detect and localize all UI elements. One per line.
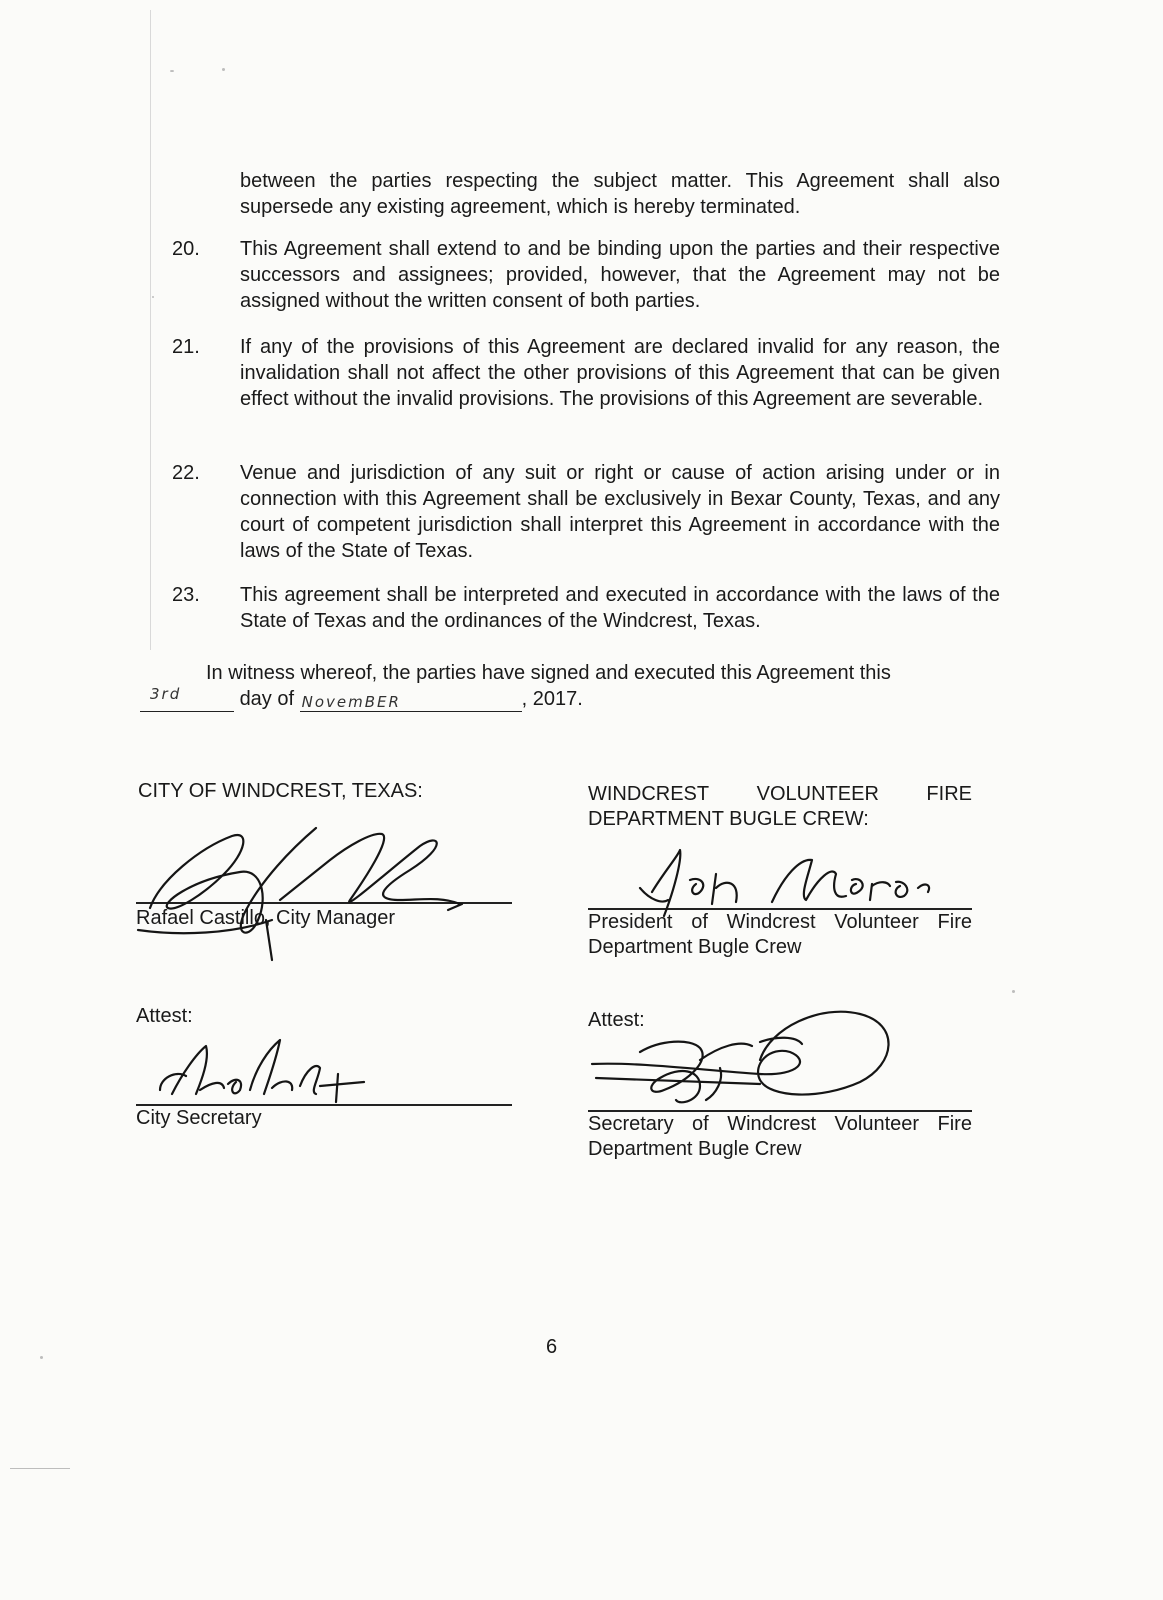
label-word: Windcrest [727,1113,817,1135]
scan-speck [222,68,225,71]
bugle-attest-label: Attest: [588,1009,645,1031]
handwritten-month: NovemBER [301,693,401,711]
label-word: of [692,1113,709,1135]
city-heading: CITY OF WINDCREST, TEXAS: [138,780,423,802]
label-word: Secretary [588,1113,674,1135]
heading-word: FIRE [926,783,972,805]
secretary-label [588,1112,972,1162]
label-word: Fire [937,911,972,933]
scan-speck [152,296,154,298]
day-of-label: day of [239,688,295,710]
clause-text: This Agreement shall extend to and be binding upon the parties and their respective successors and assignees; provided, however, that the Agreement may not be assigned without the written consent of both parties. [240,238,1000,312]
label-line-2: Department Bugle Crew [588,936,802,958]
month-blank [300,689,522,712]
heading-line-2: DEPARTMENT BUGLE CREW: [588,808,869,830]
fire-department-heading [588,782,972,832]
clause-number: 20. [172,238,200,260]
label-line-2: Department Bugle Crew [588,1138,802,1160]
scan-margin-line [150,10,151,650]
scan-speck [40,1356,43,1359]
clause-text: This agreement shall be interpreted and executed in accordance with the laws of the State of Texas and the ordinances of the Windcrest, Texas. [240,584,1000,632]
page-number: 6 [546,1336,558,1358]
heading-word: VOLUNTEER [756,783,879,805]
label-word: Volunteer [834,1113,920,1135]
witness-date-line [140,686,1002,712]
label-word: of [691,911,708,933]
president-label [588,910,972,960]
city-manager-signature [138,828,460,960]
clause-text: Venue and jurisdiction of any suit or right or cause of action arising under or in connection with this Agreement shall be exclusively in Bexar County, Texas, and any court of competent jurisdiction shall interpret this Agreement in accordance with the laws of the State of Texas. [240,462,1000,562]
scan-speck [170,70,174,72]
clause-number: 21. [172,336,200,358]
label-word: Fire [937,1113,972,1135]
continuation-paragraph: between the parties respecting the subject matter. This Agreement shall also supersede any existing agreement, which is hereby terminated. [240,170,1000,218]
city-secretary-signature [160,1040,364,1102]
clause-text: If any of the provisions of this Agreement are declared invalid for any reason, the invalidation shall not affect the other provisions of this Agreement that can be given effect without the invalid provisions. The provisions of this Agreement are severable. [240,336,1000,410]
witness-line: In witness whereof, the parties have signed and executed this Agreement this [206,662,891,684]
day-blank [140,685,234,712]
city-manager-label: Rafael Castillo, City Manager [136,907,395,929]
handwritten-day: 3rd [150,685,182,703]
label-word: President [588,911,673,933]
label-word: Windcrest [726,911,816,933]
city-manager-signature-line [136,902,512,904]
president-signature [640,850,929,916]
pen-mark [448,904,462,910]
year-label: , 2017. [521,688,583,710]
city-attest-label: Attest: [136,1005,193,1027]
clause-number: 22. [172,462,200,484]
city-secretary-label: City Secretary [136,1107,262,1129]
scan-speck [1012,990,1015,993]
clause-number: 23. [172,584,200,606]
heading-word: WINDCREST [588,783,710,805]
scan-speck [10,1468,70,1469]
label-word: Volunteer [834,911,919,933]
